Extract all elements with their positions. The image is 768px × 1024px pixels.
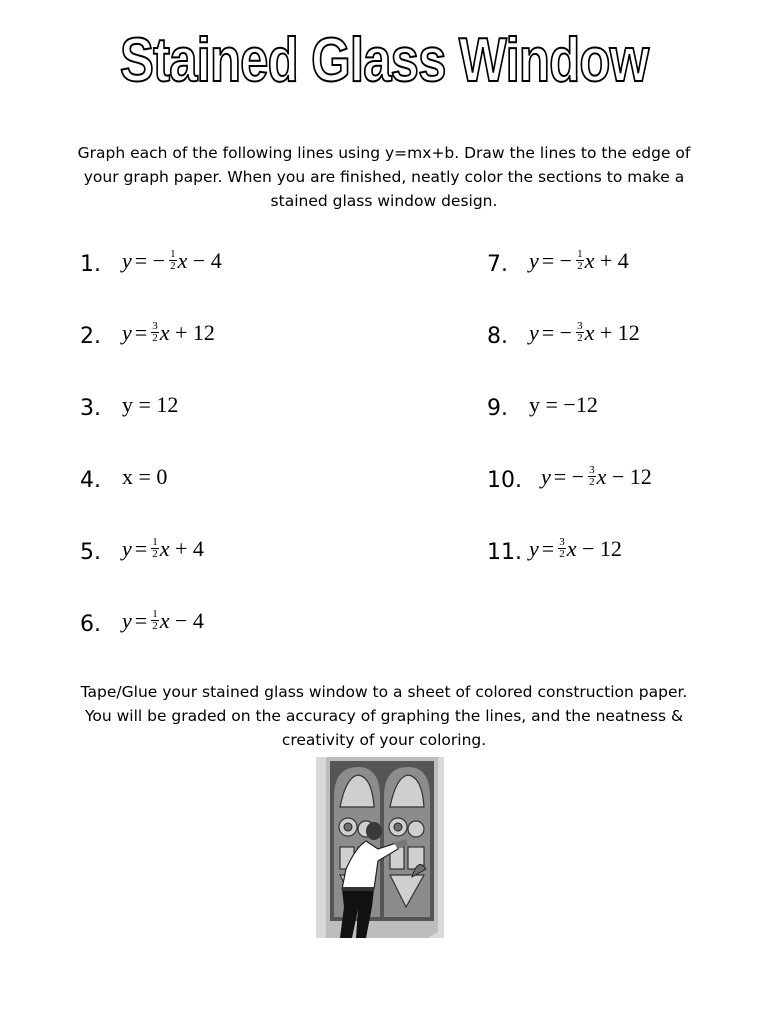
- equation-fraction: [576, 321, 584, 344]
- fraction-denominator: 2: [152, 620, 158, 633]
- equation-variable: x: [596, 464, 607, 489]
- equation-fraction: [588, 465, 596, 488]
- equation-text: x = 0: [122, 464, 168, 489]
- equation-lhs: y: [122, 536, 132, 561]
- equation-rest: − 12: [576, 536, 622, 561]
- equation: [529, 248, 629, 274]
- equation: [541, 464, 652, 490]
- equation-number: 7.: [487, 252, 508, 277]
- equation-number: 1.: [80, 252, 101, 277]
- equation-fraction: [558, 537, 566, 560]
- equation: [122, 536, 204, 562]
- equation-sign: = −: [541, 248, 573, 273]
- fraction-numerator: 3: [559, 536, 565, 549]
- equation-number: 9.: [487, 396, 508, 421]
- equation-text: y = −12: [529, 392, 598, 417]
- fraction-numerator: 3: [589, 464, 595, 477]
- fraction-numerator: 1: [170, 248, 176, 261]
- equation-fraction: [151, 537, 159, 560]
- equation-number: 6.: [80, 612, 101, 637]
- equation-rest: − 12: [606, 464, 652, 489]
- equation: [122, 608, 204, 634]
- closing-text: Tape/Glue your stained glass window to a sheet of colored construction paper. You will be graded on the accuracy of graphing the lines, and the neatness & creativity of your coloring.: [80, 683, 688, 749]
- equation-text: y = 12: [122, 392, 179, 417]
- equation-sign: =: [541, 536, 555, 561]
- fraction-denominator: 2: [152, 332, 158, 345]
- equation-lhs: y: [541, 464, 551, 489]
- equation: [122, 464, 167, 490]
- equation-lhs: y: [122, 248, 132, 273]
- equation-number: 3.: [80, 396, 101, 421]
- equation: [529, 392, 598, 418]
- equation-lhs: y: [122, 608, 132, 633]
- fraction-denominator: 2: [589, 476, 595, 489]
- equation-number: 2.: [80, 324, 101, 349]
- equation: [122, 320, 215, 346]
- equation-variable: x: [159, 608, 170, 633]
- equation-sign: =: [134, 320, 148, 345]
- equation-sign: = −: [134, 248, 166, 273]
- fraction-numerator: 1: [577, 248, 583, 261]
- equation-sign: =: [134, 608, 148, 633]
- page-title-wrap: [0, 26, 768, 95]
- equation-variable: x: [584, 320, 595, 345]
- equation-variable: x: [566, 536, 577, 561]
- equation-number: 11.: [487, 540, 522, 565]
- page-title: Stained Glass Window: [119, 26, 649, 95]
- equation: [122, 248, 222, 274]
- equation-sign: =: [134, 536, 148, 561]
- equation-rest: − 4: [187, 248, 222, 273]
- fraction-denominator: 2: [559, 548, 565, 561]
- equation-number: 5.: [80, 540, 101, 565]
- fraction-denominator: 2: [152, 548, 158, 561]
- equation-variable: x: [584, 248, 595, 273]
- fraction-numerator: 1: [152, 608, 158, 621]
- equation-fraction: [151, 609, 159, 632]
- stained-glass-illustration: [316, 757, 444, 938]
- equation-variable: x: [177, 248, 188, 273]
- equation-lhs: y: [529, 320, 539, 345]
- equation-lhs: y: [122, 320, 132, 345]
- equation-number: 8.: [487, 324, 508, 349]
- fraction-numerator: 1: [152, 536, 158, 549]
- equation-number: 10.: [487, 468, 522, 493]
- equation-fraction: [576, 249, 584, 272]
- equation-variable: x: [159, 536, 170, 561]
- fraction-numerator: 3: [577, 320, 583, 333]
- fraction-denominator: 2: [170, 260, 176, 273]
- equation-lhs: y: [529, 536, 539, 561]
- equation-number: 4.: [80, 468, 101, 493]
- equation-rest: + 12: [594, 320, 640, 345]
- equation: [529, 320, 640, 346]
- equation-rest: − 4: [169, 608, 204, 633]
- equation-rest: + 4: [594, 248, 629, 273]
- instructions-text: Graph each of the following lines using y=mx+b. Draw the lines to the edge of your graph paper. When you are finished, neatly color the sections to make a stained glass window design.: [77, 144, 691, 210]
- equation-sign: = −: [541, 320, 573, 345]
- equation-sign: = −: [553, 464, 585, 489]
- equation-lhs: y: [529, 248, 539, 273]
- equation-rest: + 4: [169, 536, 204, 561]
- equation: [529, 536, 622, 562]
- fraction-denominator: 2: [577, 260, 583, 273]
- fraction-numerator: 3: [152, 320, 158, 333]
- equation-variable: x: [159, 320, 170, 345]
- fraction-denominator: 2: [577, 332, 583, 345]
- equation: [122, 392, 178, 418]
- equation-fraction: [169, 249, 177, 272]
- equation-rest: + 12: [169, 320, 215, 345]
- equation-fraction: [151, 321, 159, 344]
